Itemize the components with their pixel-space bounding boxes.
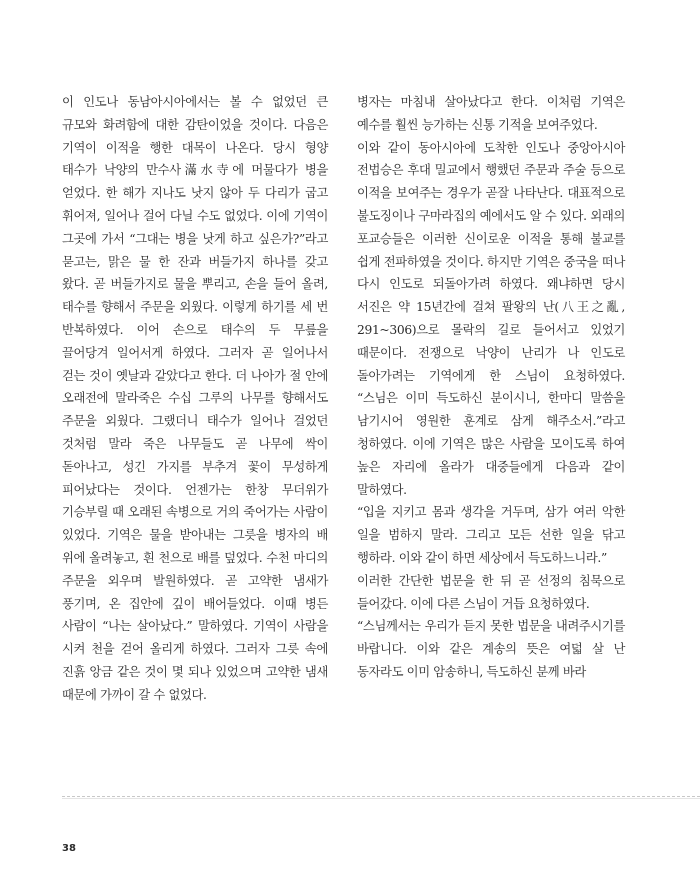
footer-divider-shadow <box>62 798 700 799</box>
right-text-column <box>357 91 625 684</box>
page-number: 38 <box>62 843 76 854</box>
left-text-column <box>62 91 328 707</box>
body-paragraph: 이 인도나 동남아시아에서는 볼 수 없었던 큰 규모와 화려함에 대한 감탄이었을 것이다. 다음은 기역이 이적을 행한 대목이 나온다. 당시 형양 태수가 낙양의 만수사滿水寺에 머물다가 병을 얻었다. 한 해가 지나도 낫지 않아 두 다리가 굽고 휘어져, 일어나 걸어 다닐 수도 없었다. 이에 기역이 그곳에 가서 “그대는 병을 낫게 하고 싶은가?”라고 묻고는, 맑은 물 한 잔과 버들가지 하나를 갖고 왔다. 곧 버들가지로 물을 뿌리고, 손을 들어 올려, 태수를 향해서 주문을 외웠다. 이렇게 하기를 세 번 반복하였다. 이어 손으로 태수의 두 무릎을 끌어당겨 일어서게 하였다. 그러자 곧 일어나서 걷는 것이 옛날과 같았다고 한다. 더 나아가 절 안에 오래전에 말라죽은 수십 그루의 나무를 향해서도 주문을 외웠다. 그랬더니 태수가 일어나 걸었던 것처럼 말라 죽은 나무들도 곧 나무에 싹이 돋아나고, 성긴 가지를 부추겨 꽃이 무성하게 피어났다는 것이다. 언젠가는 한창 무더위가 기승부릴 때 오래된 속병으로 거의 죽어가는 사람이 있었다. 기역은 물을 받아내는 그릇을 병자의 배 위에 올려놓고, 흰 천으로 배를 덮었다. 수천 마디의 주문을 외우며 발원하였다. 곧 고약한 냄새가 풍기며, 온 집안에 깊이 배어들었다. 이때 병든 사람이 “나는 살아났다.” 말하였다. 기역이 사람을 시켜 천을 걷어 올리게 하였다. 그러자 그릇 속에 진흙 앙금 같은 것이 몇 되나 있었으며 고약한 냄새 때문에 가까이 갈 수 없었다. <box>62 95 328 702</box>
footer-divider <box>62 796 700 797</box>
body-paragraph: 이러한 간단한 법문을 한 뒤 곧 선정의 침묵으로 들어갔다. 이에 다른 스님이 거듭 요청하였다. <box>357 573 625 611</box>
quote-paragraph: “입을 지키고 몸과 생각을 거두며, 삼가 여러 악한 일을 범하지 말라. 그리고 모든 선한 일을 닦고 행하라. 이와 같이 하면 세상에서 득도하느니라.” <box>357 505 625 565</box>
quote-paragraph: “스님께서는 우리가 듣지 못한 법문을 내려주시기를 바랍니다. 이와 같은 계송의 뜻은 여덟 살 난 동자라도 이미 암송하니, 득도하신 분께 바라 <box>357 619 625 679</box>
body-paragraph: 병자는 마침내 살아났다고 한다. 이처럼 기역은 예수를 훨씬 능가하는 신통 기적을 보여주었다. <box>357 95 625 132</box>
body-paragraph: 이와 같이 동아시아에 도착한 인도나 중앙아시아 전법승은 후대 밀교에서 행했던 주문과 주술 등으로 이적을 보여주는 경우가 곧잘 나타난다. 대표적으로 불도징이나 구마라집의 예에서도 알 수 있다. 외래의 포교승들은 이러한 신이로운 이적을 통해 불교를 쉽게 전파하였을 것이다. 하지만 기역은 중국을 떠나 다시 인도로 되돌아가려 하였다. 왜냐하면 당시 서진은 약 15년간에 걸쳐 팔왕의 난(八王之亂, 291~306)으로 몰락의 길로 들어서고 있었기 때문이다. 전쟁으로 낙양이 난리가 나 인도로 돌아가려는 기역에게 한 스님이 요청하였다. “스님은 이미 득도하신 분이시니, 한마디 말씀을 남기시어 영원한 훈계로 삼게 해주소서.”라고 청하였다. 이에 기역은 많은 사람을 모이도록 하여 높은 자리에 올라가 대중들에게 다음과 같이 말하였다. <box>357 140 625 497</box>
